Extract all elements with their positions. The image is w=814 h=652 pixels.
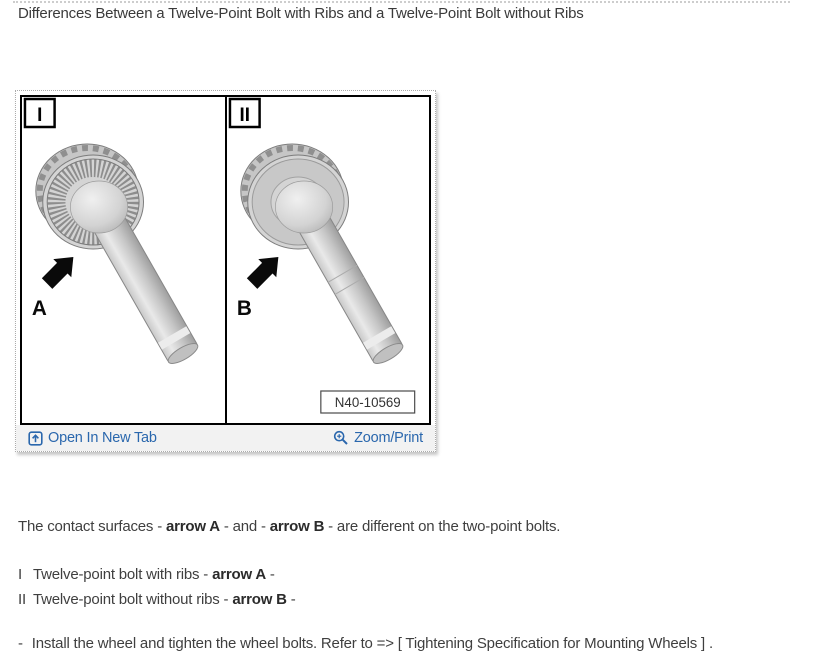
instruction-period: . (705, 635, 713, 652)
legend-item-1 (18, 566, 275, 583)
contact-text-3: - are different on the two-point bolts. (324, 518, 561, 535)
instruction-text: Install the wheel and tighten the wheel bolts. Refer to => (31, 635, 398, 652)
arrow-b-label: B (236, 296, 252, 321)
legend-1-bold: arrow A (212, 566, 266, 583)
top-separator-line (13, 1, 790, 3)
contact-text-1: The contact surfaces - (18, 518, 166, 535)
open-in-new-tab-link[interactable] (28, 430, 157, 446)
contact-text-2: - and - (219, 518, 270, 535)
part-number: N40-10569 (334, 394, 401, 411)
contact-arrow-b: arrow B (269, 518, 325, 535)
legend-1-text: Twelve-point bolt with ribs - (33, 566, 213, 583)
instruction-reference: [ Tightening Specification for Mounting Wheels ] (397, 635, 705, 652)
legend-2-bold: arrow B (232, 591, 287, 608)
figure-widget (15, 90, 436, 452)
legend-2-suffix: - (286, 591, 296, 608)
paragraph-contact-surfaces (18, 518, 560, 535)
bolt-head-dome (275, 181, 332, 233)
magnifier-plus-icon (333, 430, 349, 446)
panel-1-label: I (37, 104, 43, 127)
instruction-line (18, 635, 713, 652)
page-title: Differences Between a Twelve-Point Bolt with Ribs and a Twelve-Point Bolt without Ribs (18, 5, 584, 22)
open-in-new-tab-label: Open In New Tab (48, 430, 157, 446)
figure-panel-2 (227, 97, 430, 423)
arrow-b-icon (246, 257, 278, 289)
zoom-print-label: Zoom/Print (354, 430, 423, 446)
arrow-a-label: A (31, 296, 47, 321)
bolt-with-ribs-illustration (22, 97, 225, 422)
bolt-head-dome (70, 181, 127, 233)
figure-frame (20, 95, 431, 425)
bolt-without-ribs-illustration (227, 97, 430, 422)
legend-2-text: Twelve-point bolt without ribs - (33, 591, 233, 608)
legend-1-suffix: - (265, 566, 275, 583)
figure-toolbar (16, 425, 435, 451)
figure-panel-1 (22, 97, 227, 423)
open-in-new-tab-icon (28, 431, 43, 446)
arrow-a-icon (42, 257, 74, 289)
contact-arrow-a: arrow A (165, 518, 220, 535)
legend-2-numeral: II (18, 591, 26, 608)
zoom-print-link[interactable] (333, 430, 423, 446)
instruction-bullet: - (18, 635, 23, 652)
legend-item-2 (18, 591, 296, 608)
panel-2-label: II (239, 104, 250, 127)
legend-1-numeral: I (18, 566, 22, 583)
